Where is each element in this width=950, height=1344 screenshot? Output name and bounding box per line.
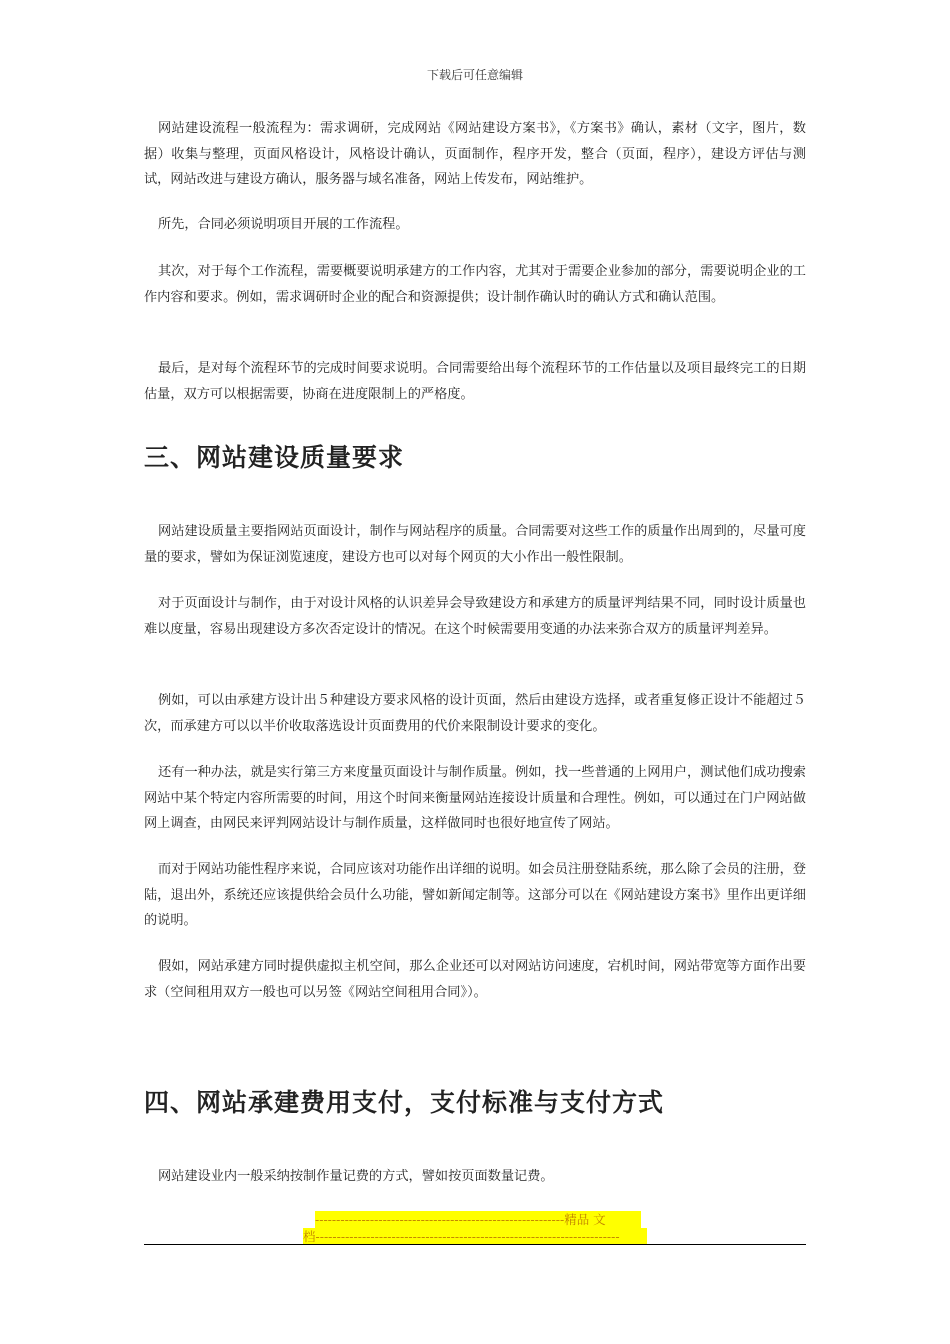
section-4-paragraph-1: 网站建设业内一般采纳按制作量记费的方式，譬如按页面数量记费。 — [158, 1169, 554, 1184]
section-3-paragraph-4: 还有一种办法，就是实行第三方来度量页面设计与制作质量。例如，找一些普通的上网用户，测试他们成功搜索网站中某个特定内容所需要的时间，用这个时间来衡量网站连接设计质量和合理性。例如，可以通过在门户网站做网上调查，由网民来评判网站设计与制作质量，这样做同时也很好地宣传了网站。 — [144, 765, 806, 831]
footer-rule — [144, 1244, 806, 1245]
section-3-paragraph-2: 对于页面设计与制作，由于对设计风格的认识差异会导致建设方和承建方的质量评判结果不同，同时设计质量也难以度量，容易出现建设方多次否定设计的情况。在这个时候需要用变通的办法来弥合双方的质量评判差异。 — [144, 596, 806, 637]
footer-watermark — [303, 1211, 647, 1245]
footer-line-1: -----------------------------------------------------------精品 文 — [315, 1211, 641, 1228]
paragraph-workflow: 网站建设流程一般流程为：需求调研，完成网站《网站建设方案书》，《方案书》确认，素材（文字，图片，数据）收集与整理，页面风格设计，风格设计确认，页面制作，程序开发，整合（页面，程序），建设方评估与测试，网站改进与建设方确认，服务器与域名准备，网站上传发布，网站维护。 — [144, 121, 806, 187]
paragraph-first: 所先，合同必须说明项目开展的工作流程。 — [158, 217, 409, 232]
paragraph-second: 其次，对于每个工作流程，需要概要说明承建方的工作内容，尤其对于需要企业参加的部分，需要说明企业的工作内容和要求。例如，需求调研时企业的配合和资源提供；设计制作确认时的确认方式和确认范围。 — [144, 264, 806, 305]
paragraph-last: 最后，是对每个流程环节的完成时间要求说明。合同需要给出每个流程环节的工作估量以及项目最终完工的日期估量，双方可以根据需要，协商在进度限制上的严格度。 — [144, 361, 806, 402]
section-3-heading: 三、网站建设质量要求 — [144, 443, 405, 472]
section-4-heading: 四、网站承建费用支付，支付标准与支付方式 — [144, 1088, 665, 1117]
section-3-paragraph-1: 网站建设质量主要指网站页面设计，制作与网站程序的质量。合同需要对这些工作的质量作出周到的，尽量可度量的要求，譬如为保证浏览速度，建设方也可以对每个网页的大小作出一般性限制。 — [144, 524, 806, 565]
section-3-paragraph-6: 假如，网站承建方同时提供虚拟主机空间，那么企业还可以对网站访问速度，宕机时间，网站带宽等方面作出要求（空间租用双方一般也可以另签《网站空间租用合同》）。 — [144, 959, 806, 1000]
footer-line-2: 档------------------------------------------------------------------------ — [303, 1228, 647, 1245]
section-3-paragraph-3: 例如，可以由承建方设计出５种建设方要求风格的设计页面，然后由建设方选择，或者重复修正设计不能超过５次，而承建方可以以半价收取落选设计页面费用的代价来限制设计要求的变化。 — [144, 693, 806, 734]
section-3-paragraph-5: 而对于网站功能性程序来说，合同应该对功能作出详细的说明。如会员注册登陆系统，那么除了会员的注册，登陆，退出外，系统还应该提供给会员什么功能，譬如新闻定制等。这部分可以在《网站建设方案书》里作出更详细的说明。 — [144, 862, 806, 928]
page-header: 下载后可任意编辑 — [426, 68, 523, 82]
